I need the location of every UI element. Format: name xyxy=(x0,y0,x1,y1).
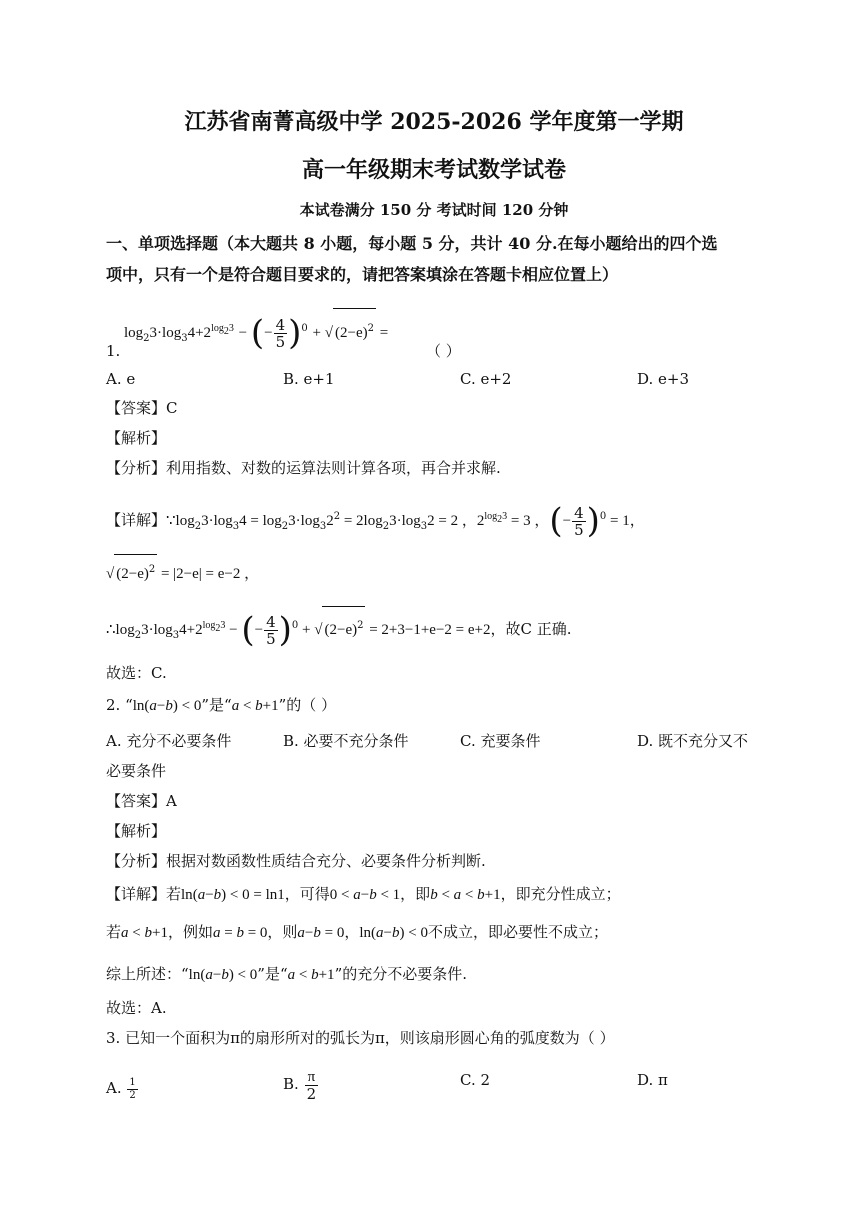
q1-detail-line3: $\therefore\log_23\cdot\log_34+2^{log_23}$ − (− $\frac{4}{5}$ )$^0$ + √ $(2-e)^2 = 2+3-1+e-2 = e+2$，故C 正确. xyxy=(106,606,572,655)
q2-summary: 综上所述：“ln(a−b) < 0”是“a < b+1”的充分不必要条件. xyxy=(106,965,467,983)
q1-answer: 【答案】C xyxy=(106,399,178,417)
q2-answer: 【答案】A xyxy=(106,792,177,810)
q3-option-c: C. 2 xyxy=(460,1071,491,1089)
q2-choose: 故选：A. xyxy=(106,999,167,1017)
q1-option-b: B. e+1 xyxy=(283,370,335,388)
q2-stem: 2. “ln(a−b) < 0”是“a < b+1”的（ ） xyxy=(106,696,337,714)
q1-formula: $\log_23\cdot\log_34+2^{log_23}$ − (− $\frac{4}{5}$ )$^0$ + √ $(2-e)^2$ = xyxy=(124,308,388,359)
q2-detail-line2: 若a < b+1，例如a = b = 0，则a−b = 0，ln(a−b) < 0不成立，即必要性不成立； xyxy=(106,923,608,941)
q2-analysis-label: 【解析】 xyxy=(106,822,167,840)
section-heading-line1: 一、单项选择题（本大题共 8 小题，每小题 5 分，共计 40 分.在每小题给出的四个选 xyxy=(106,234,718,253)
q1-detail-line1: 【详解】$\because\log_23\cdot\log_34 = \log_23\cdot\log_32^2 = 2\log_23\cdot\log_32 = 2$ ，$2^{log_23} = 3$ ，(− $\frac{4}{5}$ )$^0$ = 1， xyxy=(106,501,645,541)
q1-number: 1. xyxy=(106,342,121,360)
q3-option-a: A. $\frac{1}{2}$ xyxy=(106,1076,136,1101)
q2-detail-line1: 【详解】若ln(a−b) < 0 = ln1，可得0 < a−b < 1，即b < a < b+1，即充分性成立； xyxy=(106,885,621,903)
q3-stem: 3. 已知一个面积为π的扇形所对的弧长为π，则该扇形圆心角的弧度数为（ ） xyxy=(106,1029,615,1047)
q3-option-b: B. $\frac{\pi}{2}$ xyxy=(283,1068,317,1103)
q1-analysis-label: 【解析】 xyxy=(106,429,167,447)
exam-info: 本试卷满分 150 分 考试时间 120 分钟 xyxy=(299,201,569,219)
q1-option-d: D. e+3 xyxy=(637,370,690,388)
q1-detail-label: 【详解】 xyxy=(106,511,167,529)
q1-choose: 故选：C. xyxy=(106,664,167,682)
q2-option-a: A. 充分不必要条件 xyxy=(106,732,232,750)
q2-option-b: B. 必要不充分条件 xyxy=(283,732,409,750)
q1-option-a: A. e xyxy=(106,370,136,388)
q2-option-d: D. 既不充分又不 xyxy=(637,732,749,750)
section-heading-line2: 项中，只有一个是符合题目要求的，请把答案填涂在答题卡相应位置上） xyxy=(106,265,619,284)
q2-analysis: 【分析】根据对数函数性质结合充分、必要条件分析判断. xyxy=(106,852,486,870)
q1-conclusion: 故C 正确. xyxy=(505,620,572,638)
exam-subtitle: 高一年级期末考试数学试卷 xyxy=(301,157,566,183)
q1-bracket: （ ） xyxy=(426,342,461,360)
q1-detail-line2: √ $(2-e)^2 = |2-e| = e-2$ ， xyxy=(106,554,259,589)
q3-option-d: D. π xyxy=(637,1071,668,1089)
q2-option-d-cont: 必要条件 xyxy=(106,762,167,780)
q1-option-c: C. e+2 xyxy=(460,370,512,388)
exam-title: 江苏省南菁高级中学 2025-2026 学年度第一学期 xyxy=(184,109,684,135)
q1-analysis: 【分析】利用指数、对数的运算法则计算各项，再合并求解. xyxy=(106,459,501,477)
q2-option-c: C. 充要条件 xyxy=(460,732,541,750)
